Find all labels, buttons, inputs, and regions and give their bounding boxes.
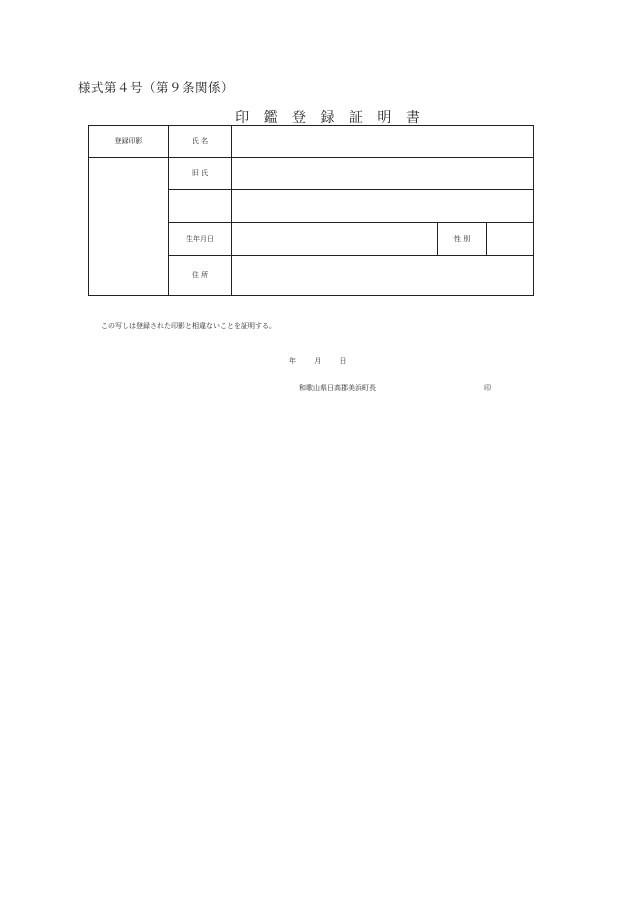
- birth-date-label: 生年月日: [186, 235, 214, 243]
- address-label: 住 所: [191, 271, 209, 279]
- row-divider: [89, 157, 533, 158]
- day-label: 日: [339, 357, 347, 365]
- registered-seal-label: 登録印影: [114, 137, 143, 145]
- column-divider: [168, 126, 169, 295]
- issuer-name: 和歌山県日高郡美浜町長: [299, 384, 376, 392]
- issue-date: [289, 356, 346, 366]
- row-divider: [168, 222, 533, 223]
- document-title: 印 鑑 登 録 証 明 書: [235, 110, 425, 126]
- month-label: 月: [314, 357, 322, 365]
- column-divider: [486, 223, 487, 255]
- column-divider: [231, 126, 232, 295]
- form-number: 様式第４号（第９条関係）: [78, 80, 235, 95]
- seal-mark: 印: [484, 384, 491, 392]
- gender-label: 性 別: [453, 235, 471, 243]
- year-label: 年: [289, 357, 296, 365]
- row-divider: [168, 255, 533, 256]
- certification-statement: この写しは登録された印影と相違ないことを証明する。: [101, 322, 276, 330]
- name-label: 氏 名: [191, 137, 209, 145]
- row-divider: [168, 189, 533, 190]
- former-name-label: 旧 氏: [191, 169, 209, 177]
- certificate-table: [88, 125, 534, 296]
